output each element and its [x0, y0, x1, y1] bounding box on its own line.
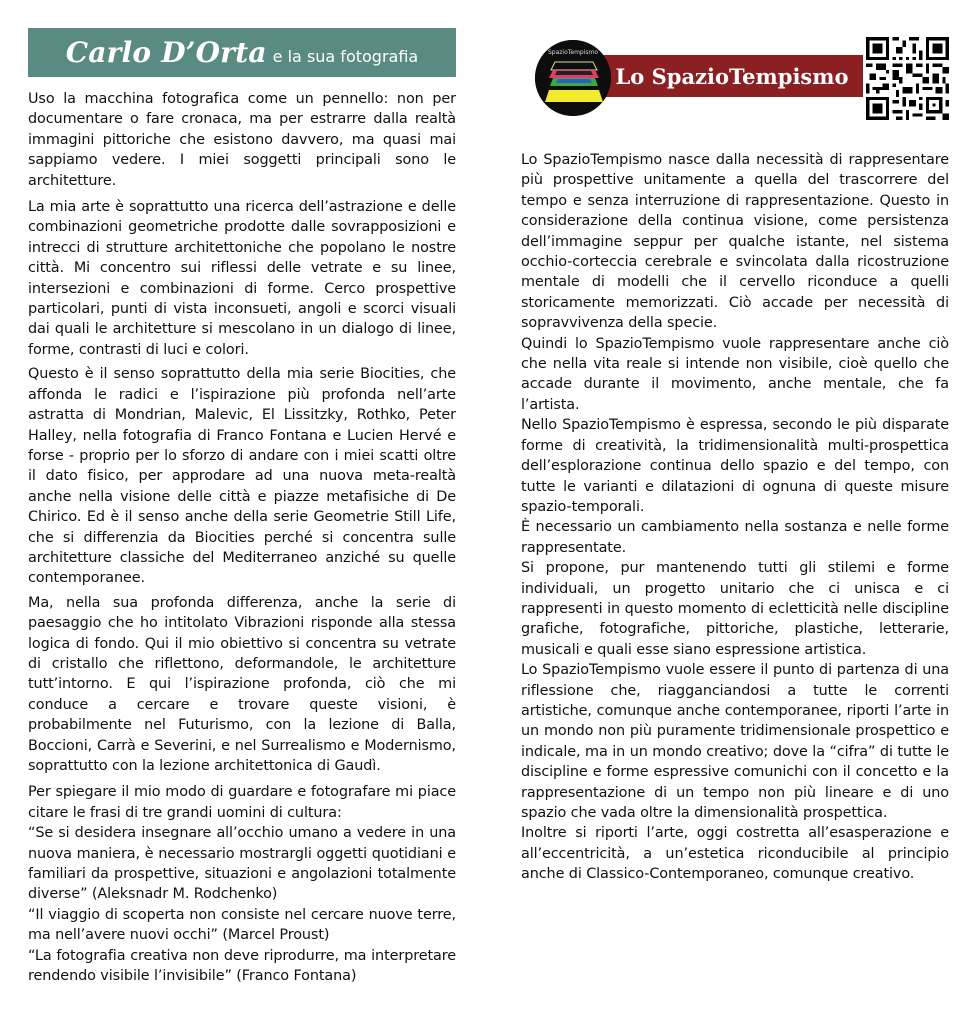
quote: “Se si desidera insegnare all’occhio umano a vedere in una nuova maniera, è necessario mostrargli oggetti quotidiani e familiari da prospettive, situazioni e angolazioni totalmente diverse” (Aleksnadr M. Rodchenko): [28, 825, 456, 903]
paragraph: È necessario un cambiamento nella sostanza e nelle forme rappresentate.: [521, 519, 949, 556]
paragraph: La mia arte è soprattutto una ricerca dell’astrazione e delle combinazioni geometriche prodotte dalle sovrapposizioni e intrecci di strutture architettoniche che popolano le nostre città. Mi concentro sui riflessi delle vetrate e su linee, intersezioni e combinazioni di forme. Cerco prospettive particolari, punti di vista inconsueti, angoli e scorci visuali dai quali le architetture si mescolano in un dialogo di linee, forme, contrasti di luci e colori.: [28, 199, 456, 358]
title-banner: [28, 28, 456, 77]
author-name: Carlo D’Orta: [65, 36, 267, 69]
brand-banner: [601, 55, 863, 97]
paragraph: Per spiegare il mio modo di guardare e fotografare mi piace citare le frasi di tre grandi uomini di cultura:: [28, 784, 456, 821]
paragraph: Lo SpazioTempismo nasce dalla necessità di rappresentare più prospettive unitamente a quella del trascorrere del tempo e senza interruzione di rappresentazione. Questo in considerazione della continua visione, come persistenza dell’immagine seppur per qualche istante, nel sistema occhio-corteccia cerebrale e svincolata dalla ricostruzione mentale di modelli che il cervello riconduce a quelli storicamente memorizzati. Ciò accade per necessità di sopravvivenza della specie.: [521, 152, 949, 332]
paragraph: Uso la macchina fotografica come un pennello: non per documentare o fare cronaca, ma per estrarre dalla realtà immagini pittoriche che esistono davvero, ma quasi mai sappiamo vedere. I miei soggetti principali sono le architetture.: [28, 91, 456, 189]
right-text-body: [521, 150, 949, 885]
brand-title: Lo SpazioTempismo: [615, 63, 849, 89]
logo-text: SpazioTempismo: [547, 49, 599, 56]
right-column: [521, 28, 949, 885]
paragraph: Quindi lo SpazioTempismo vuole rappresentare anche ciò che nella vita reale si intende non visibile, cioè quello che accade durante il movimento, anche mentale, che fa l’artista.: [521, 335, 949, 413]
quote: “La fotografia creativa non deve riprodurre, ma interpretare rendendo visibile l’invisibile” (Franco Fontana): [28, 947, 456, 985]
qr-code-icon: [866, 37, 949, 120]
paragraph: Lo SpazioTempismo vuole essere il punto di partenza di una riflessione che, riagganciandosi a tutte le correnti artistiche, comunque anche contemporanee, riporti l’arte in un mondo non più puramente tridimensionale prospettico e indicale, ma in un mondo creativo; dove la “cifra” di tutte le discipline e forme espressive comunichi con il concetto e la rappresentazione di un tempo non più lineare e di uno spazio che vada oltre la dimensionalità prospettica.: [521, 662, 949, 821]
paragraph: Inoltre si riporti l’arte, oggi costretta all’esasperazione e all’eccentricità, a un’estetica riconducibile al principio anche di Classico-Contemporaneo, comunque creativo.: [521, 825, 949, 883]
spaziotempismo-logo: [535, 40, 611, 116]
title-subtitle: e la sua fotografia: [272, 47, 419, 66]
left-column: [28, 28, 456, 986]
paragraph: Questo è il senso soprattutto della mia serie Biocities, che affonda le radici e l’ispirazione più profonda nell’arte astratta di Mondrian, Malevic, El Lissitzky, Rothko, Peter Halley, nella fotografia di Franco Fontana e Lucien Hervé e forse - proprio per lo sforzo di andare con i miei scatti oltre il dato fisico, per approdare ad una nuova meta-realtà anche nella visione delle città e piazze metafisiche di De Chirico. Ed è il senso anche della serie Geometrie Still Life, che si differenzia da Biocities perché si concentra sulle architetture classiche del Mediterraneo anziché su quelle contemporanee.: [28, 366, 456, 587]
paragraph: Ma, nella sua profonda differenza, anche la serie di paesaggio che ho intitolato Vibrazioni risponde alla stessa logica di fondo. Qui il mio obiettivo si concentra su vetrate di cristallo che riflettono, deformandole, le architetture tutt’intorno. E qui l’ispirazione profonda, ciò che mi conduce a cercare e trovare queste visioni, è probabilmente nel Futurismo, con la lezione di Balla, Boccioni, Carrà e Severini, e nel Surrealismo e Modernismo, soprattutto con la lezione architettonica di Gaudì.: [28, 594, 456, 774]
brand-header: [521, 28, 949, 128]
paragraph: Si propone, pur mantenendo tutti gli stilemi e forme individuali, un progetto unitario che ci unisca e ci rappresenti in questo momento di ecletticità nelle discipline grafiche, fotografiche, pittoriche, plastiche, letterarie, musicali e quali esse siano espressione artistica.: [521, 560, 949, 658]
quote: “Il viaggio di scoperta non consiste nel cercare nuove terre, ma nell’avere nuovi occhi” (Marcel Proust): [28, 906, 456, 944]
paragraph: Nello SpazioTempismo è espressa, secondo le più disparate forme di creatività, la tridimensionalità multi-prospettica dell’esplorazione continua dello spazio e del tempo, con tutte le varianti e dilatazioni di ognuna di queste misure spazio-temporali.: [521, 417, 949, 515]
